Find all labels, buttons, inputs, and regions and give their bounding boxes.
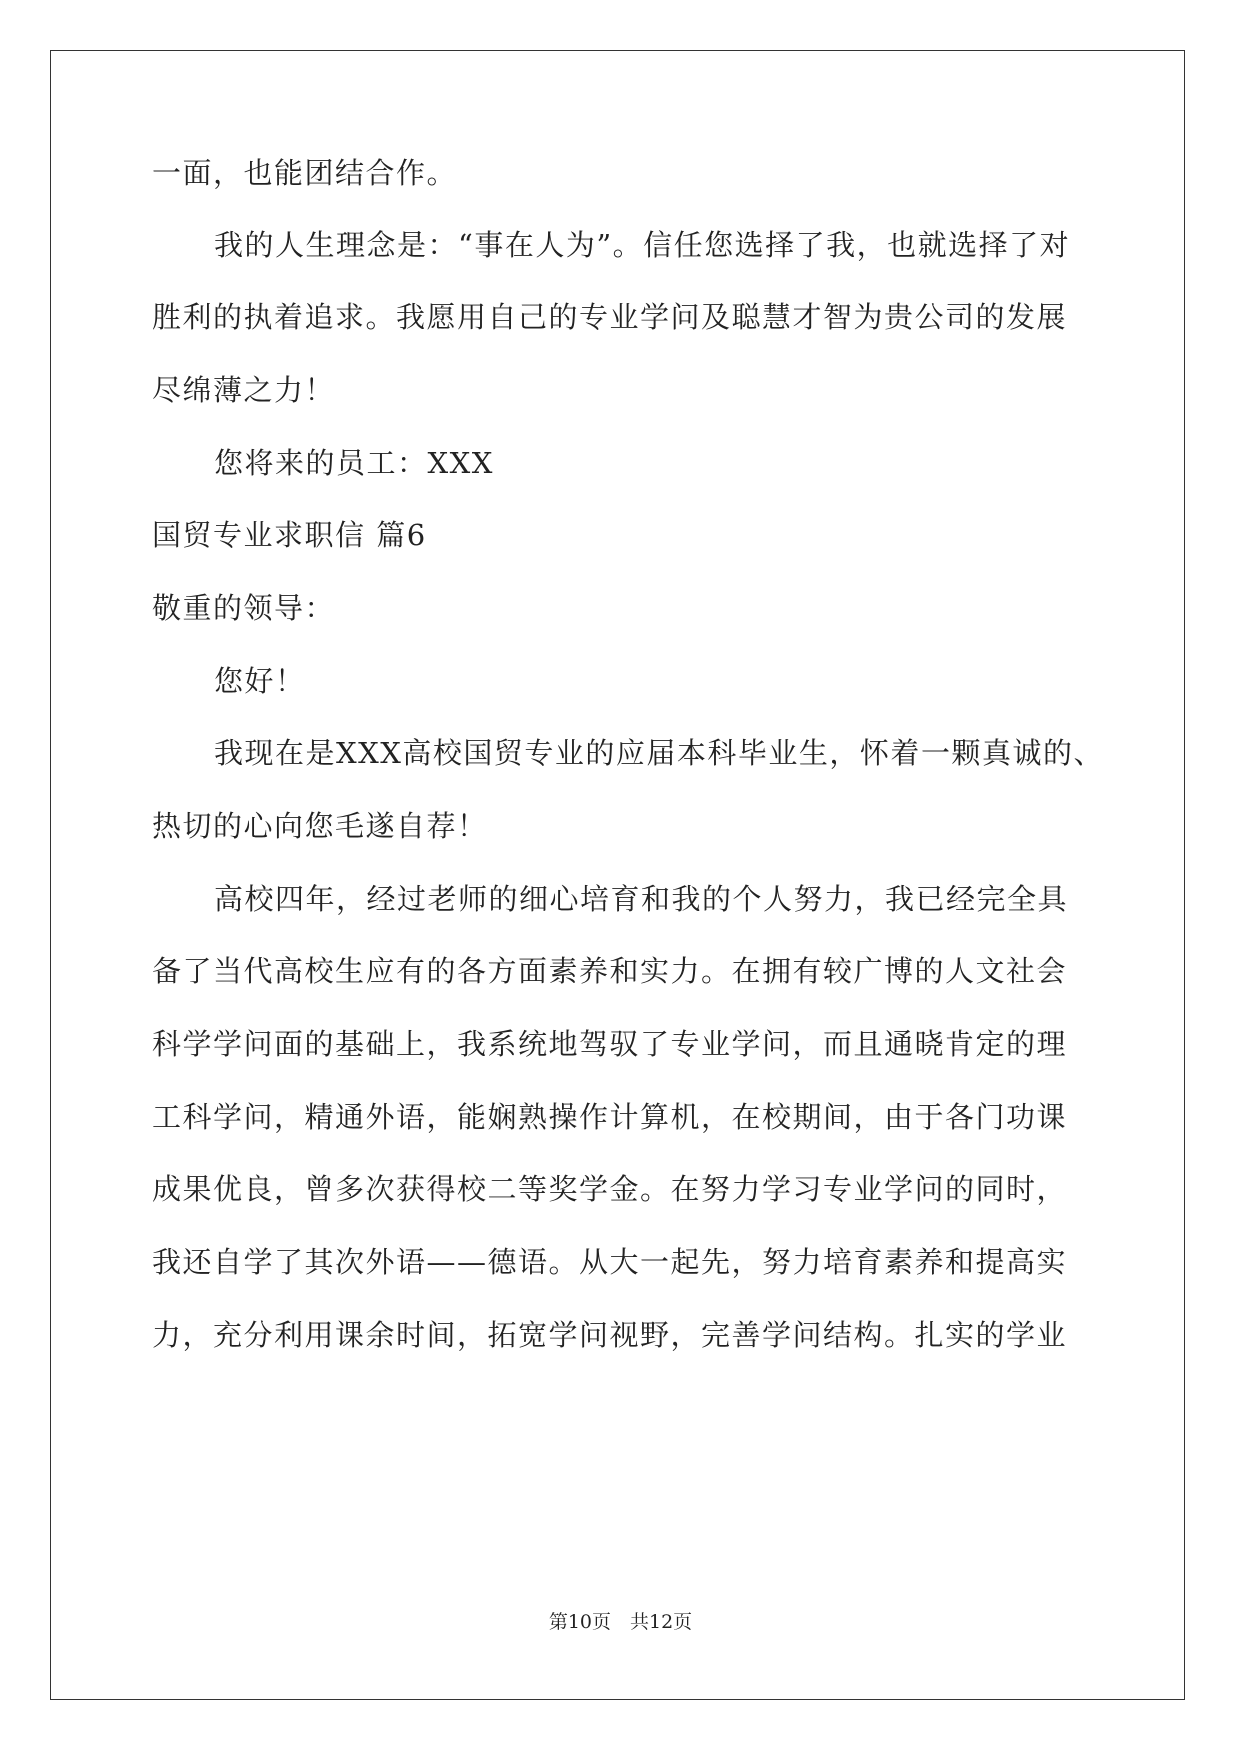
signature-line: 您将来的员工：XXX	[214, 446, 494, 480]
section-heading: 国贸专业求职信 篇6	[152, 518, 427, 552]
paragraph-line: 工科学问，精通外语，能娴熟操作计算机，在校期间，由于各门功课	[152, 1100, 1068, 1134]
paragraph-line: 我还自学了其次外语——德语。从大一起先，努力培育素养和提高实	[152, 1245, 1068, 1279]
page-number-footer: 第10页 共12页	[548, 1611, 693, 1633]
paragraph-line: 科学学问面的基础上，我系统地驾驭了专业学问，而且通晓肯定的理	[152, 1027, 1068, 1061]
greeting: 您好！	[214, 664, 306, 698]
paragraph-line: 力，充分利用课余时间，拓宽学问视野，完善学问结构。扎实的学业	[152, 1318, 1068, 1352]
salutation: 敬重的领导：	[152, 591, 336, 625]
paragraph-line: 备了当代高校生应有的各方面素养和实力。在拥有较广博的人文社会	[152, 954, 1068, 988]
paragraph-line: 一面，也能团结合作。	[152, 156, 458, 190]
paragraph-line: 我现在是XXX高校国贸专业的应届本科毕业生，怀着一颗真诚的、	[214, 736, 1104, 770]
paragraph-line: 胜利的执着追求。我愿用自己的专业学问及聪慧才智为贵公司的发展	[152, 300, 1068, 334]
paragraph-line: 高校四年，经过老师的细心培育和我的个人努力，我已经完全具	[214, 882, 1069, 916]
paragraph-line: 热切的心向您毛遂自荐！	[152, 809, 488, 843]
paragraph-line: 我的人生理念是：“事在人为”。信任您选择了我，也就选择了对	[214, 228, 1071, 262]
paragraph-line: 成果优良，曾多次获得校二等奖学金。在努力学习专业学问的同时，	[152, 1172, 1068, 1206]
paragraph-line: 尽绵薄之力！	[152, 373, 336, 407]
